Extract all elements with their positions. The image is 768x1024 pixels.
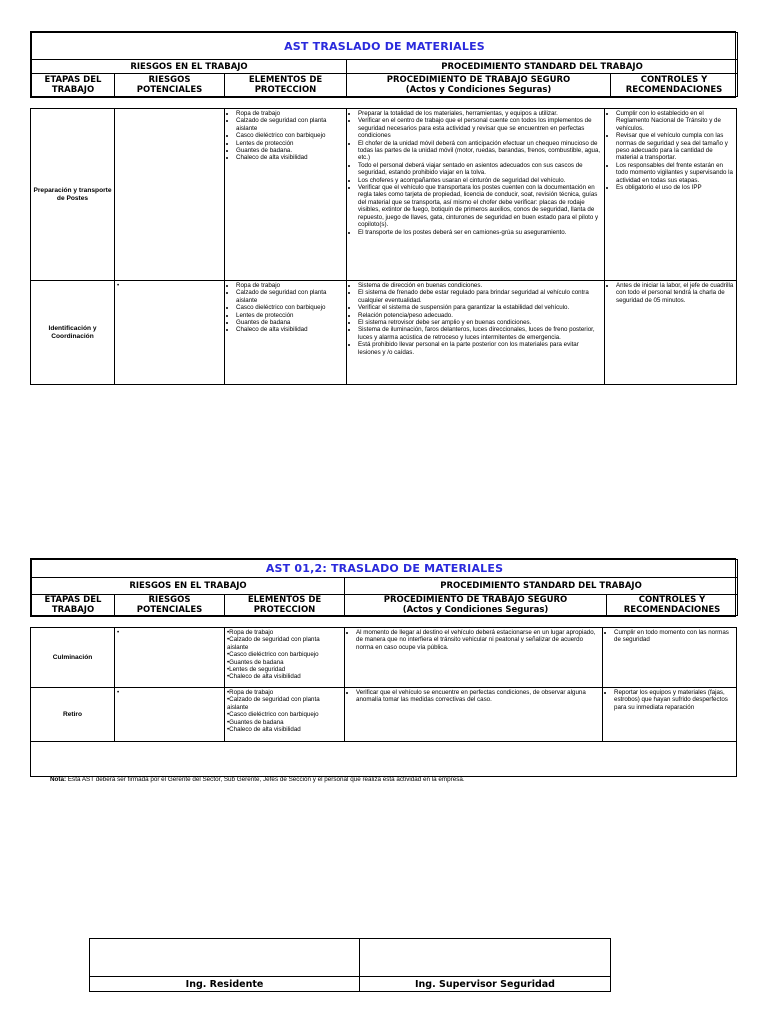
col-procedimiento-line2: (Actos y Condiciones Seguras) bbox=[402, 605, 549, 615]
list-item: • Sistema de dirección en buenas condiciones. bbox=[358, 282, 602, 289]
stage-cell: Identificación y Coordinación bbox=[31, 281, 115, 385]
riesgos-cell: • bbox=[115, 628, 225, 688]
ast-title: AST 01,2: TRASLADO DE MATERIALES bbox=[32, 560, 738, 578]
bullet-list bbox=[227, 282, 344, 334]
list-item: • Antes de iniciar la labor, el jefe de cuadrilla con todo el personal tendrá la charla de seguridad de 05 minutos. bbox=[616, 282, 734, 304]
riesgos-cell bbox=[115, 109, 225, 281]
bullet-list bbox=[347, 689, 600, 704]
list-item: • Chaleco de alta visibilidad bbox=[227, 673, 342, 680]
list-item: • Calzado de seguridad con planta aislante bbox=[236, 117, 344, 132]
list-item: • El sistema retrovisor debe ser amplio y en buenas condiciones. bbox=[358, 319, 602, 326]
list-item: • Cumplir en todo momento con las normas de seguridad bbox=[614, 629, 734, 644]
bullet-list bbox=[347, 629, 600, 651]
signature-space-supervisor bbox=[360, 939, 611, 977]
list-item: • Todo el personal deberá viajar sentado en asientos adecuados con sus cascos de seguridad, estando prohibido viajar en la tolva. bbox=[358, 162, 602, 177]
col-controles: CONTROLES Y RECOMENDACIONES bbox=[607, 595, 738, 616]
list-item: • Lentes de protección bbox=[236, 312, 344, 319]
list-item: • Verificar que el vehículo se encuentre en perfectas condiciones, de observar alguna anomalía tomar las medidas correctivas del caso. bbox=[356, 689, 600, 704]
col-procedimiento-line2: (Actos y Condiciones Seguras) bbox=[405, 85, 552, 95]
ast-title: AST TRASLADO DE MATERIALES bbox=[32, 33, 738, 60]
list-item: • Sistema de iluminación, faros delanteros, luces direccionales, luces de freno posterior, luces y alarma acústica de retroceso y luces intermitentes de emergencia. bbox=[358, 326, 602, 341]
procedimiento-cell bbox=[345, 688, 603, 742]
list-item: • Ropa de trabajo bbox=[227, 629, 342, 636]
list-item: • Preparar la totalidad de los materiales, herramientas, y equipos a utilizar. bbox=[358, 110, 602, 117]
ast-header-2 bbox=[30, 558, 736, 617]
procedimiento-group-header: PROCEDIMIENTO STANDARD DEL TRABAJO bbox=[347, 60, 738, 74]
list-item: • Casco dieléctrico con barbiquejo bbox=[236, 304, 344, 311]
list-item: • Casco dieléctrico con barbiquejo bbox=[227, 711, 342, 718]
list-item: • Guantes de badana bbox=[236, 319, 344, 326]
procedimiento-cell bbox=[347, 281, 605, 385]
list-item: • El chofer de la unidad móvil deberá con anticipación efectuar un chequeo minucioso de todas las partes de la unidad móvil (motor, ruedas, barandas, frenos, combustible, agua, etc.) bbox=[358, 140, 602, 162]
list-item: • Los responsables del frente estarán en todo momento vigilantes y supervisando la actividad en todas sus etapas. bbox=[616, 162, 734, 184]
list-item: • Calzado de seguridad con planta aislante bbox=[236, 289, 344, 304]
list-item: • Ropa de trabajo bbox=[236, 110, 344, 117]
col-etapas: ETAPAS DEL TRABAJO bbox=[32, 595, 115, 616]
list-item: • Ropa de trabajo bbox=[227, 689, 342, 696]
riesgos-group-header: RIESGOS EN EL TRABAJO bbox=[32, 60, 347, 74]
signature-label-supervisor: Ing. Supervisor Seguridad bbox=[360, 977, 611, 992]
list-item: • Verificar que el vehículo que transportara los postes cuenten con la documentación en regla tales como tarjeta de propiedad, licencia de conducir, soat, revisión técnica, guías del material que se transporta, así mismo el chofer debe verificar: placas de rodaje visibles, extintor de fuego, botiquín de primeros auxilios, conos de seguridad, llanta de repuesto, juego de llaves, gata, cinturones de seguridad en buen estado para el piloto y copiloto(s). bbox=[358, 184, 602, 228]
ast-header-1 bbox=[30, 31, 736, 98]
controles-cell bbox=[603, 628, 737, 688]
col-procedimiento bbox=[345, 595, 607, 616]
note-label: Nota: bbox=[50, 776, 67, 783]
bullet-list bbox=[605, 689, 734, 711]
elementos-cell bbox=[225, 281, 347, 385]
col-elementos: ELEMENTOS DE PROTECCION bbox=[225, 595, 345, 616]
ast-body-2 bbox=[30, 627, 736, 777]
procedimiento-group-header: PROCEDIMIENTO STANDARD DEL TRABAJO bbox=[345, 578, 738, 595]
bullet-list bbox=[349, 110, 602, 236]
stage-cell: Retiro bbox=[31, 688, 115, 742]
elementos-cell bbox=[225, 109, 347, 281]
col-etapas: ETAPAS DEL TRABAJO bbox=[32, 74, 115, 97]
col-elementos: ELEMENTOS DE PROTECCION bbox=[225, 74, 347, 97]
list-item: • Está prohibido llevar personal en la parte posterior con los materiales para evitar lesiones y /o caídas. bbox=[358, 341, 602, 356]
signature-table bbox=[89, 938, 610, 992]
list-item: • Los choferes y acompañantes usaran el cinturón de seguridad del vehículo. bbox=[358, 177, 602, 184]
elementos-cell bbox=[225, 628, 345, 688]
list-item: • Lentes de protección bbox=[236, 140, 344, 147]
list-item: • Chaleco de alta visibilidad bbox=[236, 154, 344, 161]
procedimiento-cell bbox=[345, 628, 603, 688]
list-item: • Es obligatorio el uso de los IPP bbox=[616, 184, 734, 191]
list-item: • Casco dieléctrico con barbiquejo bbox=[227, 651, 342, 658]
note bbox=[50, 776, 740, 783]
list-item: • Guantes de badana. bbox=[236, 147, 344, 154]
controles-cell bbox=[605, 109, 737, 281]
list-item: • Chaleco de alta visibilidad bbox=[236, 326, 344, 333]
list-item: • El transporte de los postes deberá ser en camiones-grúa su aseguramiento. bbox=[358, 229, 602, 236]
note-text: Esta AST deberá ser firmada por el Gerente del Sector, Sub Gerente, Jefes de Sección y el personal que realiza esta actividad en la empresa. bbox=[66, 776, 465, 783]
bullet-list bbox=[227, 629, 342, 681]
list-item: • Guantes de badana bbox=[227, 719, 342, 726]
col-riesgos: RIESGOS POTENCIALES bbox=[115, 74, 225, 97]
list-item: • Ropa de trabajo bbox=[236, 282, 344, 289]
col-procedimiento-line1: PROCEDIMIENTO DE TRABAJO SEGURO bbox=[383, 595, 568, 605]
bullet-list bbox=[607, 110, 734, 191]
list-item: • Verificar en el centro de trabajo que el personal cuente con todos los implementos de seguridad necesarios para esta actividad y revisar que se encuentren en perfectas condiciones bbox=[358, 117, 602, 139]
list-item: • Reportar los equipos y materiales (fajas, estrobos) que hayan sufrido desperfectos para su inmediata reparación bbox=[614, 689, 734, 711]
blank-row bbox=[31, 742, 737, 777]
list-item: • Revisar que el vehículo cumpla con las normas de seguridad y sea del tamaño y peso adecuado para la cantidad de material a transportar. bbox=[616, 132, 734, 162]
bullet-list bbox=[227, 110, 344, 162]
list-item: • Al momento de llegar al destino el vehículo deberá estacionarse en un lugar apropiado, de manera que no interfiera el tránsito vehicular ni peatonal y señalizar de acuerdo norma en caso ocupe vía pública. bbox=[356, 629, 600, 651]
list-item: • Chaleco de alta visibilidad bbox=[227, 726, 342, 733]
list-item: • Calzado de seguridad con planta aislante bbox=[227, 636, 342, 651]
bullet-list bbox=[227, 689, 342, 733]
stage-cell: Preparación y transporte de Postes bbox=[31, 109, 115, 281]
list-item: • Lentes de seguridad bbox=[227, 666, 342, 673]
list-item: • Relación potencia/peso adecuado. bbox=[358, 312, 602, 319]
list-item: • Verificar el sistema de suspensión para garantizar la estabilidad del vehículo. bbox=[358, 304, 602, 311]
controles-cell bbox=[603, 688, 737, 742]
stage-cell: Culminación bbox=[31, 628, 115, 688]
riesgos-cell: • bbox=[115, 281, 225, 385]
col-riesgos: RIESGOS POTENCIALES bbox=[115, 595, 225, 616]
riesgos-cell: • bbox=[115, 688, 225, 742]
list-item: • Guantes de badana bbox=[227, 659, 342, 666]
ast-body-1 bbox=[30, 108, 736, 385]
col-procedimiento-line1: PROCEDIMIENTO DE TRABAJO SEGURO bbox=[386, 75, 571, 85]
list-item: • El sistema de frenado debe estar regulado para brindar seguridad al vehículo contra cualquier eventualidad. bbox=[358, 289, 602, 304]
procedimiento-cell bbox=[347, 109, 605, 281]
bullet-list bbox=[605, 629, 734, 644]
list-item: • Cumplir con lo establecido en el Reglamento Nacional de Tránsito y de vehículos. bbox=[616, 110, 734, 132]
bullet-list bbox=[349, 282, 602, 356]
bullet-list bbox=[607, 282, 734, 304]
list-item: • Casco dieléctrico con barbiquejo bbox=[236, 132, 344, 139]
signature-label-residente: Ing. Residente bbox=[90, 977, 360, 992]
col-procedimiento bbox=[347, 74, 611, 97]
riesgos-group-header: RIESGOS EN EL TRABAJO bbox=[32, 578, 345, 595]
controles-cell bbox=[605, 281, 737, 385]
signature-space-residente bbox=[90, 939, 360, 977]
elementos-cell bbox=[225, 688, 345, 742]
list-item: • Calzado de seguridad con planta aislante bbox=[227, 696, 342, 711]
col-controles: CONTROLES Y RECOMENDACIONES bbox=[611, 74, 738, 97]
